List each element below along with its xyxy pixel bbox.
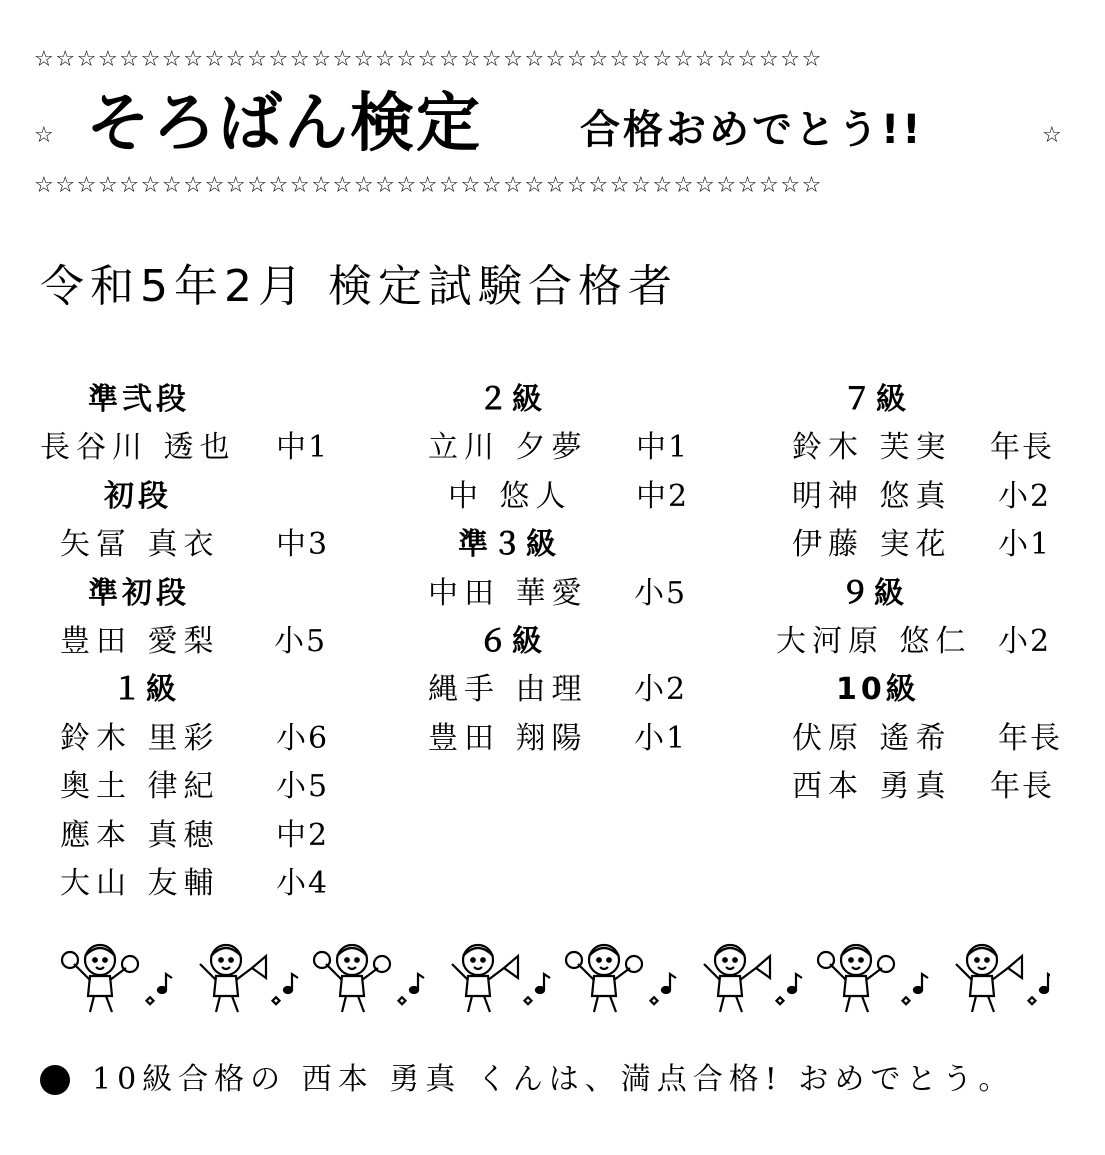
student-name: 矢冨 真衣 [60, 527, 220, 563]
grade-level-heading: ２級 [478, 382, 546, 417]
student-name: 中田 華愛 [428, 575, 588, 611]
grade-level-heading: 初段 [104, 478, 172, 514]
grade-level-heading: ７級 [842, 382, 910, 417]
student-name: 西本 勇真 [792, 769, 952, 805]
school-grade: 小5 [276, 769, 330, 805]
grade-level-heading: ９級 [840, 575, 908, 611]
school-grade: 小5 [634, 575, 688, 611]
list-item [40, 424, 340, 472]
school-grade: 中2 [636, 478, 690, 514]
grade-level-heading: 準３級 [458, 527, 560, 563]
list-item [428, 424, 718, 472]
list-item [40, 618, 340, 666]
cheering-kids-illustration [60, 938, 1050, 1018]
school-grade: 小5 [274, 623, 328, 659]
list-item [40, 812, 340, 860]
school-grade: 小6 [276, 720, 330, 756]
school-grade: 年長 [990, 430, 1054, 466]
list-item [776, 763, 1076, 811]
left-star-icon: ☆ [34, 123, 54, 148]
grade-level-heading: １級 [112, 672, 180, 708]
list-item [776, 424, 1076, 472]
list-item [40, 763, 340, 811]
student-name: 縄手 由理 [428, 672, 588, 708]
list-item [776, 521, 1076, 569]
school-grade: 中1 [276, 430, 330, 466]
list-item [776, 715, 1076, 763]
list-item [428, 666, 718, 714]
student-name: 豊田 愛梨 [60, 623, 220, 659]
student-name: 伏原 遙希 [792, 720, 952, 756]
right-star-icon: ☆ [1042, 123, 1062, 148]
page-title: そろばん検定 [86, 87, 482, 161]
list-item [428, 376, 718, 424]
school-grade: 小2 [998, 478, 1052, 514]
bottom-star-border: ☆☆☆☆☆☆☆☆☆☆☆☆☆☆☆☆☆☆☆☆☆☆☆☆☆☆☆☆☆☆☆☆☆☆☆☆☆ [34, 174, 823, 198]
grade-level-heading: ６級 [478, 623, 546, 659]
results-column-1 [40, 376, 340, 908]
grade-level-heading: 準弐段 [88, 382, 190, 417]
student-name: 伊藤 実花 [792, 527, 952, 563]
list-item [428, 618, 718, 666]
results-column-2 [428, 376, 718, 763]
list-item [428, 715, 718, 763]
grade-level-heading: 準初段 [88, 575, 190, 611]
school-grade: 中3 [276, 527, 330, 563]
student-name: 奥土 律紀 [60, 769, 220, 805]
list-item [776, 473, 1076, 521]
student-name: 鈴木 芙実 [792, 430, 952, 466]
school-grade: 小2 [634, 672, 688, 708]
school-grade: 小1 [998, 527, 1052, 563]
list-item [776, 666, 1076, 714]
student-name: 明神 悠真 [792, 478, 952, 514]
student-name: 應本 真穂 [60, 817, 220, 853]
school-grade: 小4 [276, 865, 330, 901]
school-grade: 小2 [998, 623, 1052, 659]
exam-heading: 令和5年2月 検定試験合格者 [40, 261, 678, 312]
student-name: 大山 友輔 [60, 865, 220, 901]
list-item [40, 376, 340, 424]
list-item [40, 570, 340, 618]
grade-level-heading: 10級 [836, 672, 920, 708]
footer-text: 10級合格の 西本 勇真 くんは、満点合格! おめでとう。 [92, 1062, 1015, 1097]
list-item [40, 860, 340, 908]
list-item [40, 715, 340, 763]
school-grade: 中2 [276, 817, 330, 853]
student-name: 豊田 翔陽 [428, 720, 588, 756]
student-name: 中 悠人 [448, 478, 572, 514]
student-name: 大河原 悠仁 [776, 623, 972, 659]
bullet-icon [40, 1065, 70, 1095]
school-grade: 中1 [636, 430, 690, 466]
list-item [428, 570, 718, 618]
list-item [776, 570, 1076, 618]
top-star-border: ☆☆☆☆☆☆☆☆☆☆☆☆☆☆☆☆☆☆☆☆☆☆☆☆☆☆☆☆☆☆☆☆☆☆☆☆☆ [34, 48, 823, 72]
student-name: 鈴木 里彩 [60, 720, 220, 756]
list-item [40, 666, 340, 714]
list-item [428, 521, 718, 569]
list-item [40, 473, 340, 521]
school-grade: 年長 [998, 720, 1062, 756]
list-item [776, 618, 1076, 666]
footer-note [40, 1054, 1014, 1106]
list-item [428, 473, 718, 521]
student-name: 立川 夕夢 [428, 430, 588, 466]
school-grade: 年長 [990, 769, 1054, 805]
student-name: 長谷川 透也 [40, 430, 236, 466]
congratulations-subtitle: 合格おめでとう!! [580, 107, 924, 153]
school-grade: 小1 [634, 720, 688, 756]
results-column-3 [776, 376, 1076, 812]
list-item [40, 521, 340, 569]
list-item [776, 376, 1076, 424]
